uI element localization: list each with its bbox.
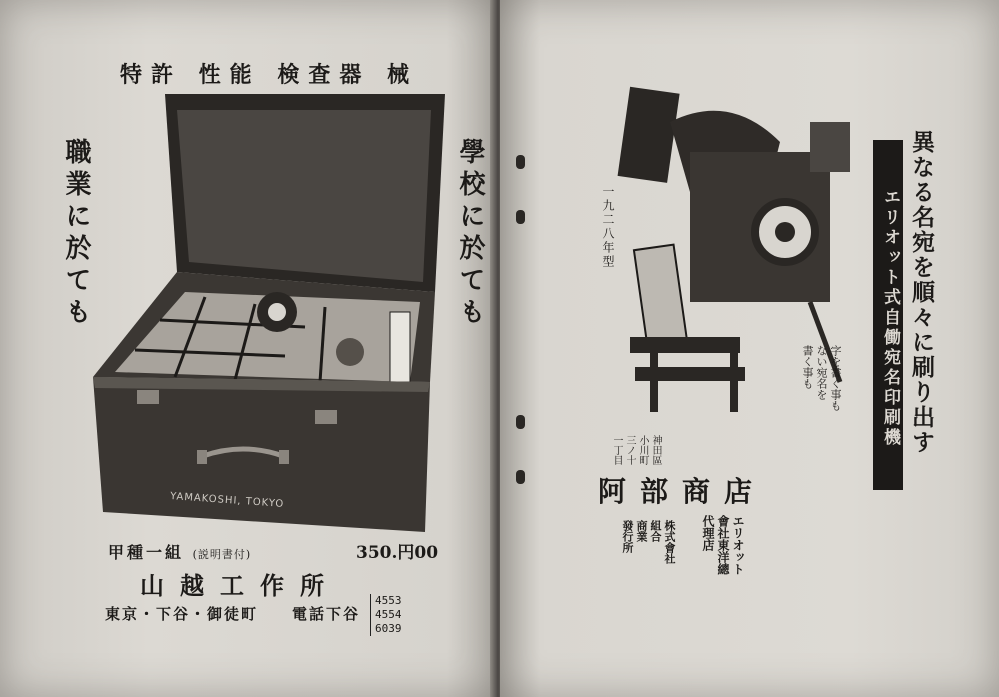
description-line: 書く事も: [801, 345, 814, 389]
address-line: 三ノ十: [624, 435, 635, 465]
address-line: 一丁目: [611, 435, 622, 465]
inspection-kit-case-illustration: [85, 92, 445, 542]
ad-header: 特許 性能 検査器 械: [120, 62, 418, 88]
maker-address: 東京・下谷・御徒町: [105, 605, 259, 623]
side-caption-right: 學校に於ても: [455, 138, 485, 330]
description-line: ない宛名を: [815, 345, 828, 400]
address-line: 小川町: [637, 435, 648, 465]
telephone-numbers: [370, 594, 402, 636]
organization-line: 株式會社: [663, 520, 676, 564]
product-set: 甲種一組: [108, 543, 185, 562]
maker-name: 山越工作所: [140, 571, 340, 600]
shop-name: 阿部商店: [598, 475, 767, 508]
organization-list: [620, 520, 676, 564]
agent-line: 會社東洋總: [716, 515, 730, 575]
description-line: 字を書く事も: [829, 345, 842, 411]
product-banner: エリオット式自働宛名印刷機: [873, 140, 903, 490]
left-page: [0, 0, 496, 697]
case-brand-label: YAMAKOSHI, TOKYO: [169, 491, 285, 510]
model-year: 一九二八年型: [601, 185, 615, 269]
ad-headline: 異なる名宛を順々に刷り出す: [908, 130, 935, 455]
agent-line: エリオット: [731, 515, 745, 575]
product-price: 350.円00: [356, 543, 439, 563]
telephone-label: 電話下谷: [292, 605, 361, 623]
agent-info: [700, 515, 745, 575]
side-caption-left: 職業に於ても: [61, 138, 91, 330]
agent-line: 代理店: [701, 515, 715, 551]
organization-line: 發行所: [621, 520, 634, 553]
binding-hole: [516, 210, 525, 224]
organization-line: 組合: [649, 520, 662, 542]
organization-line: 商業: [635, 520, 648, 542]
address-line: 神田區: [650, 435, 661, 465]
shop-address: [610, 435, 662, 465]
product-description: [800, 345, 842, 411]
binding-hole: [516, 470, 525, 484]
telephone-number: 4553: [375, 594, 402, 607]
binding-hole: [516, 415, 525, 429]
telephone-number: 4554: [375, 608, 402, 621]
telephone-number: 6039: [375, 622, 402, 635]
binding-hole: [516, 155, 525, 169]
product-note: (説明書付): [192, 548, 252, 561]
product-name: [108, 540, 251, 563]
